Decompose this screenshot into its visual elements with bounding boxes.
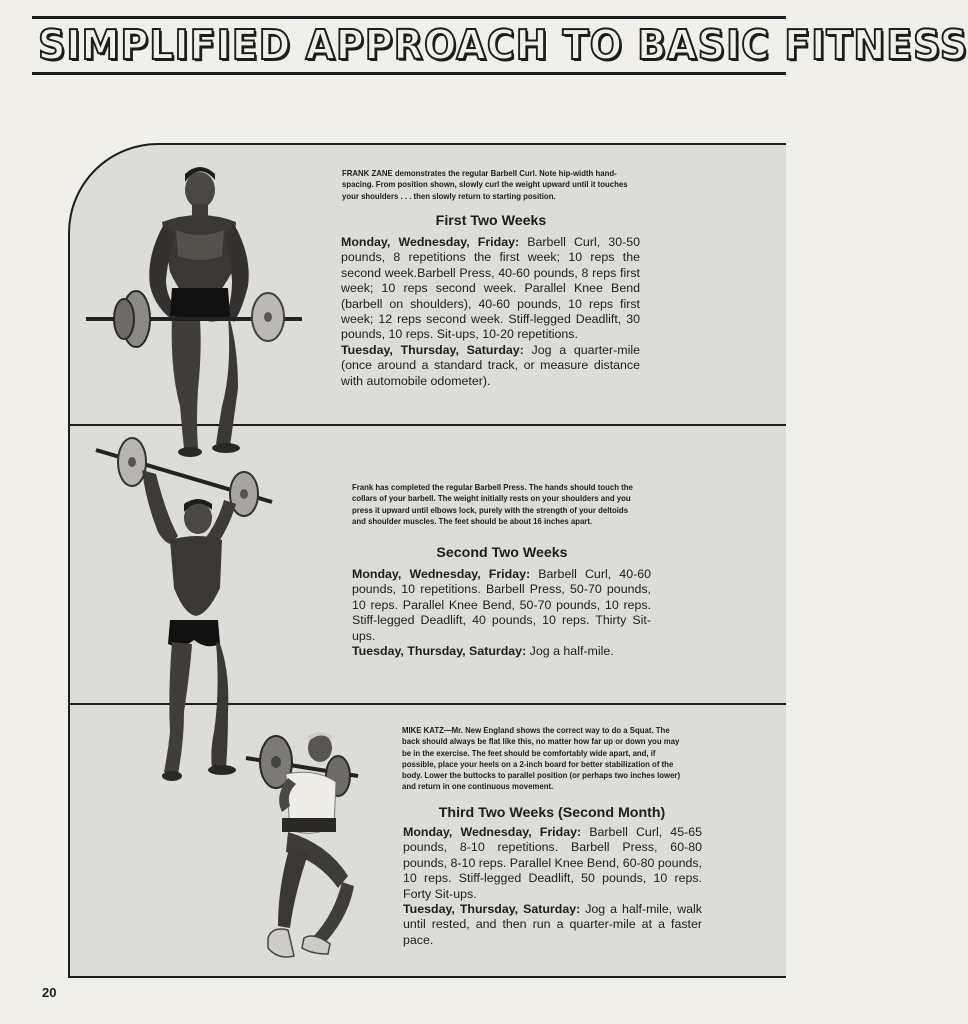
- schedule-routine: Jog a half-mile.: [529, 644, 614, 659]
- page-title: SIMPLIFIED APPROACH TO BASIC FITNESS: [38, 21, 968, 69]
- section-schedule: [352, 567, 651, 659]
- section-schedule: [341, 235, 640, 389]
- section-heading: Second Two Weeks: [436, 545, 568, 561]
- section-heading: Third Two Weeks (Second Month): [438, 805, 666, 821]
- barbell-curl-photo: [84, 160, 306, 460]
- schedule-days-label: Tuesday, Thursday, Saturday:: [403, 902, 581, 917]
- header-rule-bottom: [32, 72, 786, 75]
- section-caption: Frank has completed the regular Barbell Press. The hands should touch the collars of your barbell. The weight initially rests on your shoulders and you press it upward until elbows lock, purely with the strength of your deltoids and shoulder muscles. The feet should be about 16 inches apart.: [352, 482, 633, 526]
- schedule-days-label: Tuesday, Thursday, Saturday:: [341, 342, 524, 357]
- squat-photo: [238, 726, 362, 974]
- section-schedule: [403, 825, 702, 948]
- schedule-routine: Barbell Curl, 45-65 pounds, 8-10 repetitions. Barbell Press, 60-80 pounds, 8-10 reps. Parallel Knee Bend, 60-80 pounds, 10 reps. Stiff-legged Deadlift, 50 pounds, 10 reps. Forty Sit-ups.: [403, 825, 702, 901]
- header-rule-top: [32, 16, 786, 19]
- schedule-routine: Jog a quarter-mile (once around a standard track, or measure distance with automobile odometer).: [341, 342, 640, 388]
- schedule-days-label: Monday, Wednesday, Friday:: [403, 825, 582, 839]
- schedule-routine: Jog a half-mile, walk until rested, and then run a quarter-mile at a faster pace.: [403, 902, 702, 947]
- schedule-days-label: Tuesday, Thursday, Saturday:: [352, 644, 527, 659]
- section-caption: MIKE KATZ—Mr. New England shows the correct way to do a Squat. The back should always be flat like this, no matter how far up or down you may be in the exercise. The feet should be comfortably wide apart, and, if possible, place your heels on a 2-inch board for better stabilization of the body. Lower the buttocks to parallel position (or perhaps two inches lower) and return in one continuous movement.: [402, 725, 681, 792]
- schedule-days-label: Monday, Wednesday, Friday:: [341, 235, 520, 249]
- schedule-days-label: Monday, Wednesday, Friday:: [352, 567, 531, 581]
- section-caption: FRANK ZANE demonstrates the regular Barbell Curl. Note hip-width hand-spacing. From position shown, slowly curl the weight upward until it touches your shoulders . . . then slowly return to starting position.: [342, 168, 628, 201]
- schedule-routine: Barbell Curl, 30-50 pounds, 8 repetitions the first week; 10 reps the second week.Barbell Press, 40-60 pounds, 8 reps first week; 10 reps second week. Parallel Knee Bend (barbell on shoulders), 40-60 pounds, 10 reps first week; 12 reps second week. Stiff-legged Deadlift, 30 pounds, 10 reps. Sit-ups, 10-20 repetitions.: [341, 235, 640, 342]
- page-number: 20: [42, 985, 57, 1000]
- section-heading: First Two Weeks: [435, 213, 547, 229]
- schedule-routine: Barbell Curl, 40-60 pounds, 10 repetitions. Barbell Press, 50-70 pounds, 10 reps. Parallel Knee Bend, 50-70 pounds, 10 reps. Stiff-legged Deadlift, 40 pounds, 10 reps. Thirty Sit-ups.: [352, 567, 651, 643]
